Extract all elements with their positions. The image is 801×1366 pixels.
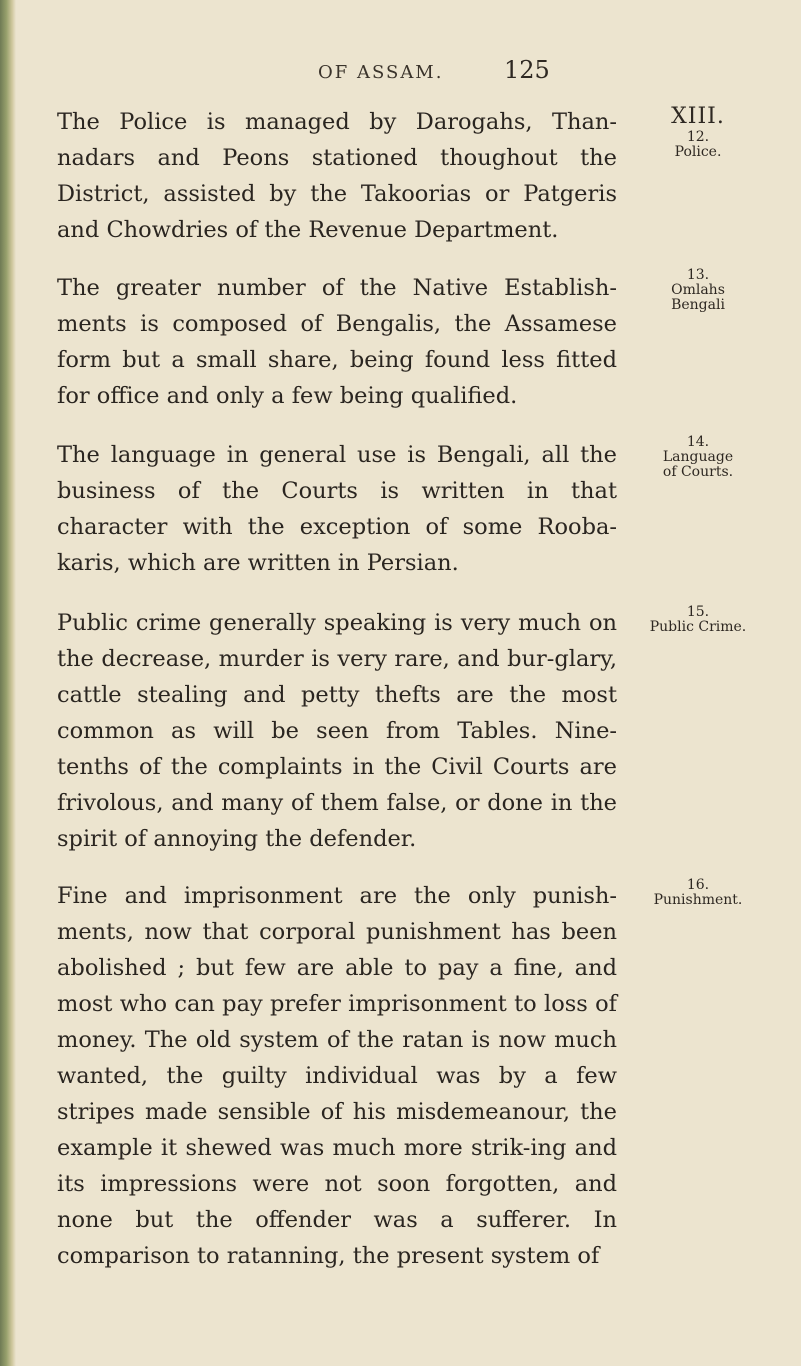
margin-note-number: 14. <box>686 434 710 450</box>
page-number: 125 <box>504 56 550 84</box>
margin-note-number: 13. <box>686 267 710 283</box>
margin-note-sublabel: Bengali <box>671 297 725 313</box>
book-spine-edge <box>0 0 16 1366</box>
running-head: OF ASSAM. <box>318 62 444 83</box>
margin-note-label: Public Crime. <box>649 619 747 635</box>
margin-note-label: Omlahs <box>671 282 725 298</box>
margin-note-number: 12. <box>686 129 710 145</box>
margin-note-number: 16. <box>686 877 710 893</box>
margin-note-label: Police. <box>674 144 722 160</box>
margin-note-omlahs <box>628 268 768 313</box>
margin-note-police <box>628 104 768 160</box>
paragraph-language: The language in general use is Bengali, all the business of the Courts is written in that character with the exception of some Rooba-karis, which are written in Persian. <box>57 442 617 576</box>
margin-note-punishment <box>628 878 768 908</box>
paragraph-police: The Police is managed by Darogahs, Than-nadars and Peons stationed thoughout the District, assisted by the Takoorias or Patgeris and Chowdries of the Revenue Department. <box>57 109 617 243</box>
margin-note-label: Punishment. <box>653 892 743 908</box>
margin-note-sublabel: of Courts. <box>662 464 734 480</box>
margin-note-number: 15. <box>686 604 710 620</box>
margin-note-label: Language <box>662 449 734 465</box>
chapter-number: XIII. <box>671 104 725 129</box>
page-header <box>0 56 801 96</box>
paragraph-public-crime: Public crime generally speaking is very much on the decrease, murder is very rare, and bur-glary, cattle stealing and petty thefts are the most common as will be seen from Tables. Nine-tenths of the complaints in the Civil Courts are frivolous, and many of them false, or done in the spirit of annoying the defender. <box>57 610 617 852</box>
margin-note-public-crime <box>628 605 768 635</box>
margin-note-language <box>628 435 768 480</box>
paragraph-punishment: Fine and imprisonment are the only punish-ments, now that corporal punishment has been abolished ; but few are able to pay a fine, and most who can pay prefer imprisonment to loss of money. The old system of the ratan is now much wanted, the guilty individual was by a few stripes made sensible of his misdemeanour, the example it shewed was much more strik-ing and its impressions were not soon forgotten, and none but the offender was a sufferer. In comparison to ratanning, the present system of <box>57 883 617 1269</box>
paragraph-omlahs: The greater number of the Native Establish-ments is composed of Bengalis, the Assamese form but a small share, being found less fitted for office and only a few being qualified. <box>57 275 617 409</box>
